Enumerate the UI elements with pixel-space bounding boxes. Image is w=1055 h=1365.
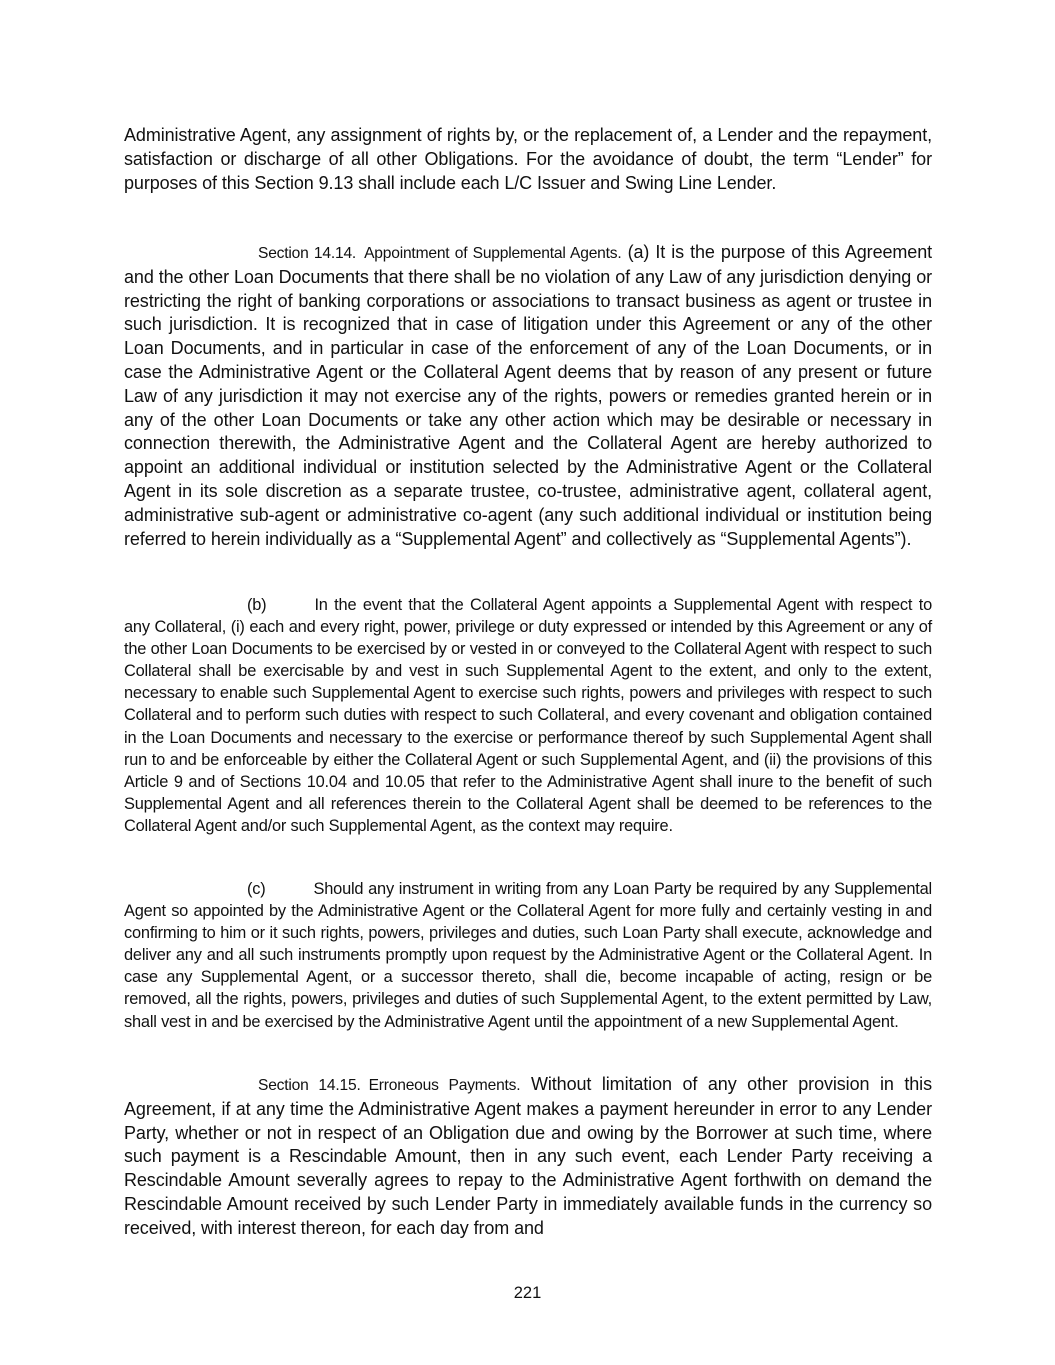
- section-14-14-paragraph-a: [124, 241, 932, 551]
- section-14-15-label: Section 14.15.: [258, 1077, 361, 1094]
- subsection-b-text: In the event that the Collateral Agent appoints a Supplemental Agent with respect to any Collateral, (i) each and every right, power, privilege or duty expressed or intended by this Agreement or any of the other Loan Documents to be exercised by or vested in or conveyed to the Collateral Agent with respect to such Collateral shall be exercisable by and vest in such Supplemental Agent to the extent, and only to the extent, necessary to enable such Supplemental Agent to exercise such rights, powers and privileges with respect to such Collateral and to perform such duties with respect to such Collateral, and every covenant and obligation contained in the Loan Documents and necessary to the exercise or performance thereof by such Supplemental Agent shall run to and be enforceable by either the Collateral Agent or such Supplemental Agent, and (ii) the provisions of this Article 9 and of Sections 10.04 and 10.05 that refer to the Administrative Agent shall inure to the benefit of such Supplemental Agent and all references therein to the Collateral Agent shall be deemed to be references to the Collateral Agent and/or such Supplemental Agent, as the context may require.: [124, 596, 932, 835]
- subsection-b-marker: (b): [247, 596, 267, 614]
- intro-paragraph: Administrative Agent, any assignment of rights by, or the replacement of, a Lender and the repayment, satisfaction or discharge of all other Obligations. For the avoidance of doubt, the term “Lender” for purposes of this Section 9.13 shall include each L/C Issuer and Swing Line Lender.: [124, 125, 932, 193]
- subsection-c-marker: (c): [247, 880, 266, 898]
- section-14-14-paragraph-b: [124, 594, 932, 837]
- section-14-15-title: Erroneous Payments.: [368, 1077, 521, 1094]
- page-number: 221: [513, 1284, 542, 1302]
- section-14-14-text-a: (a) It is the purpose of this Agreement and the other Loan Documents that there shall be no violation of any Law of any jurisdiction denying or restricting the right of banking corporations or associations to transact business as agent or trustee in such jurisdiction. It is recognized that in case of litigation under this Agreement or any of the other Loan Documents, and in particular in case of the enforcement of any of the Loan Documents, or in case the Administrative Agent or the Collateral Agent deems that by reason of any present or future Law of any jurisdiction it may not exercise any of the rights, powers or remedies granted herein or in any of the other Loan Documents or take any other action which may be desirable or necessary in connection therewith, the Administrative Agent and the Collateral Agent are hereby authorized to appoint an additional individual or institution selected by the Administrative Agent or the Collateral Agent in its sole discretion as a separate trustee, co-trustee, administrative agent, collateral agent, administrative sub-agent or administrative co-agent (any such additional individual or institution being referred to herein individually as a “Supplemental Agent” and collectively as “Supplemental Agents”).: [124, 242, 933, 549]
- section-14-14-label: Section 14.14.: [258, 245, 357, 262]
- section-14-15-text: Without limitation of any other provision in this Agreement, if at any time the Administrative Agent makes a payment hereunder in error to any Lender Party, whether or not in respect of an Obligation due and owing by the Borrower at such time, where such payment is a Rescindable Amount, then in any such event, each Lender Party receiving a Rescindable Amount severally agrees to repay to the Administrative Agent forthwith on demand the Rescindable Amount received by such Lender Party in immediately available funds in the currency so received, with interest thereon, for each day from and: [124, 1074, 932, 1238]
- section-14-14-paragraph-c: [124, 878, 932, 1033]
- section-14-14-title: Appointment of Supplemental Agents.: [364, 245, 622, 262]
- subsection-c-text: Should any instrument in writing from any Loan Party be required by any Supplemental Agent so appointed by the Administrative Agent or the Collateral Agent for more fully and certainly vesting in and confirming to him or it such rights, powers, privileges and duties, such Loan Party shall execute, acknowledge and deliver any and all such instruments promptly upon request by the Administrative Agent or the Collateral Agent. In case any Supplemental Agent, or a successor thereto, shall die, become incapable of acting, resign or be removed, all the rights, powers, privileges and duties of such Supplemental Agent, to the extent permitted by Law, shall vest in and be exercised by the Administrative Agent until the appointment of a new Supplemental Agent.: [124, 880, 932, 1031]
- section-14-15-paragraph: [124, 1073, 932, 1241]
